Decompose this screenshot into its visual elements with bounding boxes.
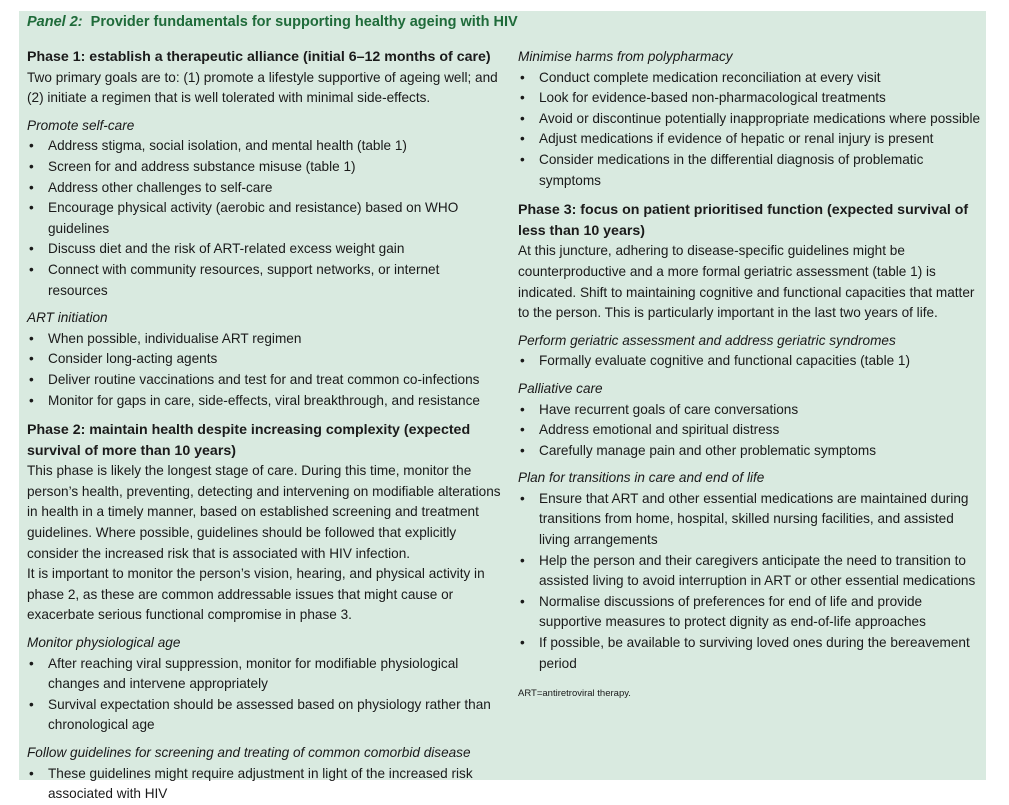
polypharmacy-heading: Minimise harms from polypharmacy xyxy=(518,49,733,64)
list-item: • Look for evidence-based non-pharmacological treatments xyxy=(518,88,984,109)
list-item: • Formally evaluate cognitive and functional capacities (table 1) xyxy=(518,351,984,372)
list-item: • Conduct complete medication reconciliation at every visit xyxy=(518,68,984,89)
list-item: • Carefully manage pain and other problematic symptoms xyxy=(518,441,984,462)
phase3-heading: Phase 3: focus on patient prioritised function (expected survival of less than 10 years) xyxy=(518,202,969,239)
panel-title-text: Provider fundamentals for supporting healthy ageing with HIV xyxy=(90,14,518,30)
list-item: • Deliver routine vaccinations and test for and treat common co-infections xyxy=(27,370,501,391)
list-item: • Consider long-acting agents xyxy=(27,349,501,370)
list-item: • Connect with community resources, support networks, or internet resources xyxy=(27,260,501,301)
panel-box xyxy=(19,11,986,802)
art-heading: ART initiation xyxy=(27,310,108,326)
list-item: • After reaching viral suppression, monitor for modifiable physiological changes and intervene appropriately xyxy=(27,654,501,695)
list-item: • Help the person and their caregivers anticipate the need to transition to assisted living to avoid interruption in ART or other essential medications xyxy=(518,551,984,592)
palliative-heading: Palliative care xyxy=(518,380,603,396)
geriatric-heading: Perform geriatric assessment and address geriatric syndromes xyxy=(518,332,896,348)
comorbid-list xyxy=(27,764,501,805)
footnote: ART=antiretroviral therapy. xyxy=(518,688,631,700)
palliative-list xyxy=(518,400,984,462)
physio-heading: Monitor physiological age xyxy=(27,635,181,651)
physio-list xyxy=(27,654,501,736)
list-item: • Ensure that ART and other essential medications are maintained during transitions from home, hospital, skilled nursing facilities, and assisted living arrangements xyxy=(518,489,984,551)
transitions-heading: Plan for transitions in care and end of life xyxy=(518,470,765,486)
list-item: • Screen for and address substance misuse (table 1) xyxy=(27,157,501,178)
list-item: • Have recurrent goals of care conversations xyxy=(518,400,984,421)
list-item: • When possible, individualise ART regimen xyxy=(27,329,501,350)
phase1-heading: Phase 1: establish a therapeutic alliance (initial 6–12 months of care) xyxy=(27,49,491,65)
list-item: • Adjust medications if evidence of hepatic or renal injury is present xyxy=(518,129,984,150)
list-item: • Discuss diet and the risk of ART-related excess weight gain xyxy=(27,239,501,260)
left-column xyxy=(27,47,501,805)
list-item: • Address emotional and spiritual distress xyxy=(518,420,984,441)
panel-label: Panel 2: xyxy=(27,14,83,30)
self-care-list xyxy=(27,136,501,301)
list-item: • Consider medications in the differential diagnosis of problematic symptoms xyxy=(518,150,984,191)
phase1-intro: Two primary goals are to: (1) promote a lifestyle supportive of ageing well; and (2) initiate a regimen that is well tolerated with minimal side-effects. xyxy=(27,69,498,106)
list-item: • Avoid or discontinue potentially inappropriate medications where possible xyxy=(518,109,984,130)
list-item: • Address stigma, social isolation, and mental health (table 1) xyxy=(27,136,501,157)
panel-title xyxy=(27,14,518,30)
phase2-paragraph-1: This phase is likely the longest stage of care. During this time, monitor the person’s health, preventing, detecting and intervening on modifiable alterations in health in a timely manner, based on established screening and treatment guidelines. Where possible, guidelines should be followed that explicitly consider the increased risk that is associated with HIV infection. xyxy=(27,463,501,561)
list-item: • If possible, be available to surviving loved ones during the bereavement period xyxy=(518,633,984,674)
list-item: • These guidelines might require adjustment in light of the increased risk associated with HIV xyxy=(27,764,501,805)
phase2-paragraph-2: It is important to monitor the person’s vision, hearing, and physical activity in phase 2, as these are common addressable issues that might cause or exacerbate serious functional compromise in phase 3. xyxy=(27,566,485,623)
right-column xyxy=(518,47,984,705)
art-list xyxy=(27,329,501,411)
list-item: • Survival expectation should be assessed based on physiology rather than chronological age xyxy=(27,695,501,736)
self-care-heading: Promote self-care xyxy=(27,117,135,133)
list-item: • Monitor for gaps in care, side-effects, viral breakthrough, and resistance xyxy=(27,391,501,412)
list-item: • Address other challenges to self-care xyxy=(27,178,501,199)
phase3-paragraph: At this juncture, adhering to disease-specific guidelines might be counterproductive and a more formal geriatric assessment (table 1) is indicated. Shift to maintaining cognitive and functional capacities that matter to the person. This is particularly important in the last two years of life. xyxy=(518,243,975,321)
list-item: • Encourage physical activity (aerobic and resistance) based on WHO guidelines xyxy=(27,198,501,239)
list-item: • Normalise discussions of preferences for end of life and provide supportive measures to protect dignity as end-of-life approaches xyxy=(518,592,984,633)
geriatric-list xyxy=(518,351,984,372)
comorbid-heading: Follow guidelines for screening and treating of common comorbid disease xyxy=(27,745,471,760)
phase2-heading: Phase 2: maintain health despite increasing complexity (expected survival of more than 10 years) xyxy=(27,422,471,459)
polypharmacy-list xyxy=(518,68,984,192)
transitions-list xyxy=(518,489,984,674)
